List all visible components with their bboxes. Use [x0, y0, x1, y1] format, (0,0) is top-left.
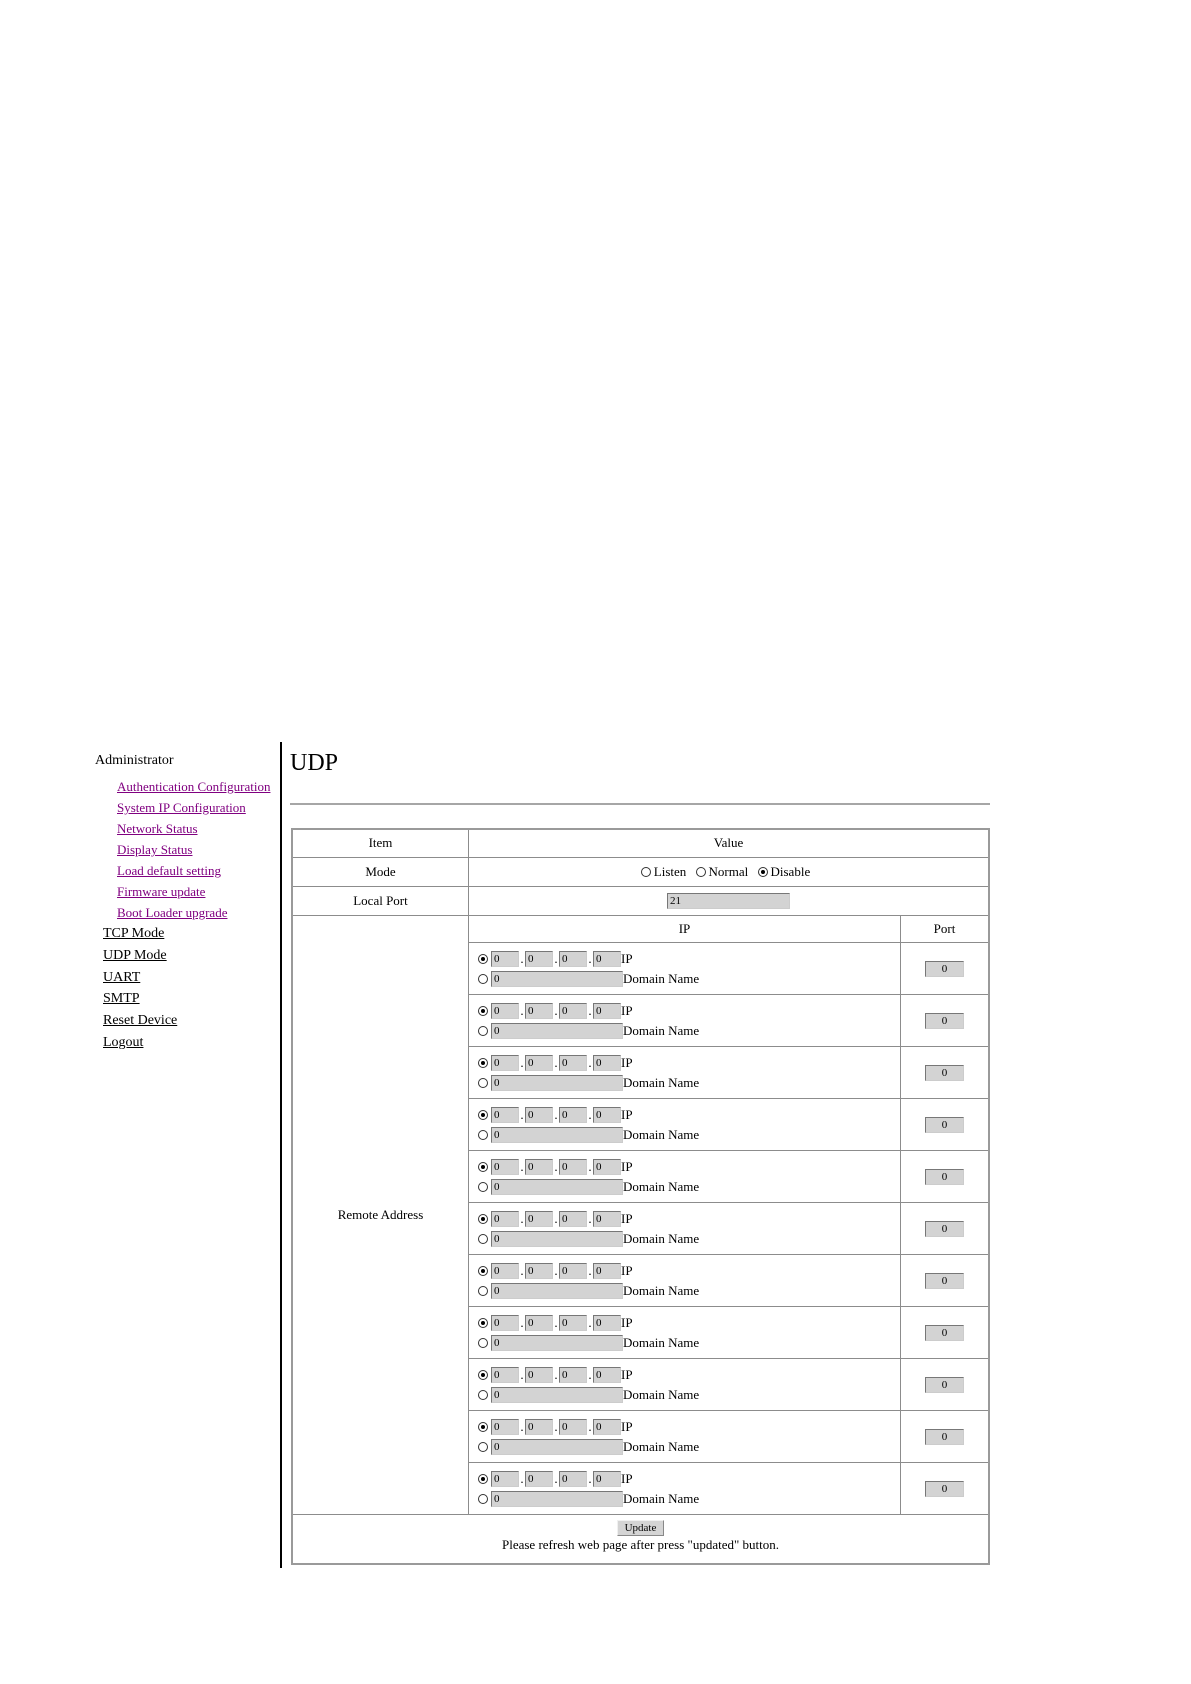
ip-radio[interactable] [478, 1266, 488, 1276]
ip-dot: . [588, 1055, 592, 1071]
remote-port-cell [901, 1098, 990, 1150]
remote-port-input[interactable]: 0 [925, 1273, 964, 1289]
domain-input[interactable]: 0 [491, 1179, 623, 1195]
ip-dot: . [554, 1419, 558, 1435]
domain-input[interactable]: 0 [491, 1283, 623, 1299]
domain-input[interactable]: 0 [491, 1075, 623, 1091]
remote-port-cell [901, 942, 990, 994]
remote-port-input[interactable]: 0 [925, 961, 964, 977]
ip-octet-input[interactable]: 0 [593, 1211, 621, 1227]
domain-label: Domain Name [623, 1439, 700, 1455]
remote-port-cell [901, 1202, 990, 1254]
domain-radio[interactable] [478, 1182, 488, 1192]
ip-octet-input[interactable]: 0 [491, 1419, 519, 1435]
ip-octet-input[interactable]: 0 [593, 1055, 621, 1071]
local-port-cell [469, 886, 990, 915]
remote-header-row [292, 915, 989, 942]
ip-radio[interactable] [478, 1474, 488, 1484]
ip-octet-input[interactable]: 0 [593, 1471, 621, 1487]
refresh-note: Please refresh web page after press "updated" button. [501, 1536, 779, 1552]
local-port-row [292, 886, 989, 915]
remote-ip-cell [469, 1462, 901, 1514]
ip-radio[interactable] [478, 1006, 488, 1016]
domain-label: Domain Name [623, 1387, 700, 1403]
remote-port-input[interactable]: 0 [925, 1325, 964, 1341]
ip-label: IP [621, 1419, 633, 1435]
ip-line [469, 1104, 900, 1124]
link-reset-device[interactable]: Reset Device [103, 1013, 178, 1029]
ip-dot: . [520, 1055, 524, 1071]
table-header-row [292, 829, 989, 857]
domain-label: Domain Name [623, 1491, 700, 1507]
remote-port-cell [901, 1046, 990, 1098]
remote-port-input[interactable]: 0 [925, 1221, 964, 1237]
ip-label: IP [621, 1159, 633, 1175]
domain-input[interactable]: 0 [491, 1023, 623, 1039]
ip-dot: . [588, 1211, 592, 1227]
domain-label: Domain Name [623, 1179, 700, 1195]
remote-ip-cell [469, 942, 901, 994]
ip-dot: . [588, 1315, 592, 1331]
ip-dot: . [554, 1471, 558, 1487]
ip-octet-input[interactable]: 0 [525, 1315, 553, 1331]
remote-ip-cell [469, 1150, 901, 1202]
ip-line [469, 1364, 900, 1384]
ip-dot: . [520, 1419, 524, 1435]
mode-option-listen[interactable] [641, 863, 687, 878]
local-port-input[interactable]: 21 [667, 893, 790, 909]
link-display-status[interactable]: Display Status [117, 842, 193, 857]
page-title: UDP [290, 750, 339, 776]
ip-octet-input[interactable]: 0 [491, 1263, 519, 1279]
udp-settings-table [291, 828, 990, 1565]
ip-octet-input[interactable]: 0 [491, 1315, 519, 1331]
domain-input[interactable]: 0 [491, 1439, 623, 1455]
ip-dot: . [520, 1315, 524, 1331]
domain-radio[interactable] [478, 1390, 488, 1400]
ip-octet-input[interactable]: 0 [559, 1419, 587, 1435]
ip-octet-input[interactable]: 0 [491, 1471, 519, 1487]
normal-radio[interactable] [696, 867, 706, 877]
domain-label: Domain Name [623, 1231, 700, 1247]
remote-port-cell [901, 1358, 990, 1410]
domain-radio[interactable] [478, 1234, 488, 1244]
listen-radio[interactable] [641, 867, 651, 877]
ip-label: IP [621, 1367, 633, 1383]
link-uart[interactable]: UART [103, 969, 141, 985]
header-value: Value [469, 829, 990, 857]
domain-radio[interactable] [478, 1026, 488, 1036]
ip-octet-input[interactable]: 0 [593, 1315, 621, 1331]
sidebar-divider [280, 742, 282, 1568]
remote-port-input[interactable]: 0 [925, 1013, 964, 1029]
ip-octet-input[interactable]: 0 [491, 1055, 519, 1071]
domain-line [469, 1124, 900, 1144]
main-links [103, 925, 275, 1052]
ip-octet-input[interactable]: 0 [559, 1055, 587, 1071]
domain-line [469, 1436, 900, 1456]
remote-ip-cell [469, 1202, 901, 1254]
domain-line [469, 1020, 900, 1040]
domain-label: Domain Name [623, 971, 700, 987]
domain-input[interactable]: 0 [491, 1335, 623, 1351]
ip-dot: . [554, 1211, 558, 1227]
domain-label: Domain Name [623, 1075, 700, 1091]
ip-octet-input[interactable]: 0 [593, 1107, 621, 1123]
ip-dot: . [588, 1159, 592, 1175]
ip-line [469, 1156, 900, 1176]
disable-radio[interactable] [758, 867, 768, 877]
ip-octet-input[interactable]: 0 [559, 1107, 587, 1123]
ip-label: IP [621, 1055, 633, 1071]
ip-label: IP [621, 1107, 633, 1123]
domain-input[interactable]: 0 [491, 1387, 623, 1403]
ip-line [469, 1208, 900, 1228]
domain-input[interactable]: 0 [491, 1231, 623, 1247]
ip-label: IP [621, 951, 633, 967]
domain-radio[interactable] [478, 1338, 488, 1348]
mode-option-normal[interactable] [696, 863, 749, 878]
domain-line [469, 1384, 900, 1404]
ip-dot: . [588, 1367, 592, 1383]
remote-ip-cell [469, 1358, 901, 1410]
ip-label: IP [621, 1003, 633, 1019]
remote-port-input[interactable]: 0 [925, 1429, 964, 1445]
ip-label: IP [621, 1263, 633, 1279]
remote-port-cell [901, 994, 990, 1046]
ip-line [469, 1312, 900, 1332]
ip-octet-input[interactable]: 0 [559, 1263, 587, 1279]
ip-octet-input[interactable]: 0 [559, 1471, 587, 1487]
ip-octet-input[interactable]: 0 [559, 951, 587, 967]
ip-dot: . [554, 1159, 558, 1175]
ip-octet-input[interactable]: 0 [525, 1367, 553, 1383]
ip-line [469, 1468, 900, 1488]
sidebar-title: Administrator [95, 753, 174, 768]
ip-dot: . [554, 951, 558, 967]
sidebar [95, 752, 275, 1056]
ip-octet-input[interactable]: 0 [593, 1159, 621, 1175]
ip-octet-input[interactable]: 0 [593, 1367, 621, 1383]
remote-ip-cell [469, 1098, 901, 1150]
remote-ip-cell [469, 1306, 901, 1358]
ip-dot: . [520, 1367, 524, 1383]
ip-octet-input[interactable]: 0 [491, 1211, 519, 1227]
remote-port-input[interactable]: 0 [925, 1169, 964, 1185]
mode-label: Mode [292, 857, 469, 886]
ip-dot: . [520, 1211, 524, 1227]
remote-port-input[interactable]: 0 [925, 1117, 964, 1133]
ip-octet-input[interactable]: 0 [491, 1367, 519, 1383]
ip-octet-input[interactable]: 0 [491, 951, 519, 967]
ip-dot: . [588, 1419, 592, 1435]
ip-column-header: IP [469, 915, 901, 942]
mode-option-label: Normal [708, 864, 749, 879]
link-system-ip-configuration[interactable]: System IP Configuration [117, 800, 246, 815]
remote-port-cell [901, 1150, 990, 1202]
link-tcp-mode[interactable]: TCP Mode [103, 926, 165, 941]
update-row [292, 1514, 989, 1564]
ip-line [469, 1260, 900, 1280]
title-divider [290, 803, 990, 805]
ip-octet-input[interactable]: 0 [525, 951, 553, 967]
ip-octet-input[interactable]: 0 [593, 1419, 621, 1435]
ip-dot: . [554, 1315, 558, 1331]
link-udp-mode[interactable]: UDP Mode [103, 947, 167, 963]
ip-dot: . [588, 1471, 592, 1487]
ip-dot: . [554, 1055, 558, 1071]
ip-radio[interactable] [478, 1214, 488, 1224]
domain-radio[interactable] [478, 1130, 488, 1140]
remote-ip-cell [469, 1410, 901, 1462]
remote-ip-cell [469, 994, 901, 1046]
ip-radio[interactable] [478, 1058, 488, 1068]
domain-label: Domain Name [623, 1127, 700, 1143]
remote-port-cell [901, 1306, 990, 1358]
ip-octet-input[interactable]: 0 [525, 1159, 553, 1175]
ip-octet-input[interactable]: 0 [559, 1003, 587, 1019]
ip-dot: . [554, 1107, 558, 1123]
ip-radio[interactable] [478, 1162, 488, 1172]
ip-dot: . [520, 1107, 524, 1123]
mode-option-label: Listen [653, 864, 687, 879]
mode-row [292, 857, 989, 886]
ip-radio[interactable] [478, 1318, 488, 1328]
link-load-default-setting[interactable]: Load default setting [117, 863, 221, 878]
domain-radio[interactable] [478, 1286, 488, 1296]
ip-dot: . [588, 951, 592, 967]
ip-dot: . [554, 1003, 558, 1019]
update-cell [292, 1514, 989, 1564]
domain-line [469, 1176, 900, 1196]
domain-radio[interactable] [478, 1494, 488, 1504]
domain-radio[interactable] [478, 974, 488, 984]
ip-radio[interactable] [478, 1110, 488, 1120]
domain-radio[interactable] [478, 1078, 488, 1088]
ip-octet-input[interactable]: 0 [491, 1107, 519, 1123]
remote-ip-cell [469, 1046, 901, 1098]
remote-port-input[interactable]: 0 [925, 1377, 964, 1393]
remote-port-cell [901, 1462, 990, 1514]
ip-dot: . [554, 1263, 558, 1279]
link-firmware-update[interactable]: Firmware update [117, 884, 206, 899]
mode-option-label: Disable [770, 864, 811, 879]
ip-octet-input[interactable]: 0 [525, 1263, 553, 1279]
ip-dot: . [520, 1471, 524, 1487]
local-port-label: Local Port [292, 886, 469, 915]
link-network-status[interactable]: Network Status [117, 821, 198, 836]
ip-octet-input[interactable]: 0 [525, 1107, 553, 1123]
ip-octet-input[interactable]: 0 [559, 1159, 587, 1175]
remote-ip-cell [469, 1254, 901, 1306]
ip-dot: . [520, 1263, 524, 1279]
ip-octet-input[interactable]: 0 [593, 1003, 621, 1019]
remote-port-input[interactable]: 0 [925, 1481, 964, 1497]
ip-label: IP [621, 1211, 633, 1227]
ip-octet-input[interactable]: 0 [491, 1159, 519, 1175]
ip-dot: . [520, 951, 524, 967]
domain-label: Domain Name [623, 1023, 700, 1039]
ip-dot: . [554, 1367, 558, 1383]
ip-octet-input[interactable]: 0 [491, 1003, 519, 1019]
domain-line [469, 968, 900, 988]
ip-radio[interactable] [478, 954, 488, 964]
admin-links [117, 778, 275, 921]
ip-dot: . [588, 1003, 592, 1019]
ip-line [469, 1416, 900, 1436]
domain-line [469, 1072, 900, 1092]
ip-octet-input[interactable]: 0 [559, 1367, 587, 1383]
remote-address-label: Remote Address [292, 915, 469, 1514]
ip-octet-input[interactable]: 0 [525, 1003, 553, 1019]
ip-label: IP [621, 1315, 633, 1331]
ip-octet-input[interactable]: 0 [559, 1315, 587, 1331]
domain-radio[interactable] [478, 1442, 488, 1452]
ip-line [469, 1052, 900, 1072]
ip-dot: . [520, 1159, 524, 1175]
ip-dot: . [588, 1107, 592, 1123]
ip-line [469, 1000, 900, 1020]
domain-line [469, 1332, 900, 1352]
ip-radio[interactable] [478, 1370, 488, 1380]
ip-octet-input[interactable]: 0 [559, 1211, 587, 1227]
header-item: Item [292, 829, 469, 857]
link-smtp[interactable]: SMTP [103, 991, 140, 1007]
domain-input[interactable]: 0 [491, 971, 623, 987]
domain-input[interactable]: 0 [491, 1127, 623, 1143]
domain-line [469, 1280, 900, 1300]
ip-octet-input[interactable]: 0 [593, 951, 621, 967]
link-authentication-configuration[interactable]: Authentication Configuration [117, 779, 271, 794]
remote-port-cell [901, 1254, 990, 1306]
domain-line [469, 1228, 900, 1248]
remote-port-input[interactable]: 0 [925, 1065, 964, 1081]
ip-dot: . [520, 1003, 524, 1019]
link-boot-loader-upgrade[interactable]: Boot Loader upgrade [117, 905, 228, 920]
domain-input[interactable]: 0 [491, 1491, 623, 1507]
remote-port-cell [901, 1410, 990, 1462]
ip-octet-input[interactable]: 0 [525, 1419, 553, 1435]
mode-option-disable[interactable] [758, 863, 811, 878]
ip-dot: . [588, 1263, 592, 1279]
update-button[interactable]: Update [617, 1520, 665, 1536]
domain-label: Domain Name [623, 1283, 700, 1299]
domain-line [469, 1488, 900, 1508]
link-logout[interactable]: Logout [103, 1034, 144, 1050]
ip-octet-input[interactable]: 0 [525, 1471, 553, 1487]
ip-octet-input[interactable]: 0 [593, 1263, 621, 1279]
port-column-header: Port [901, 915, 990, 942]
mode-options [469, 857, 990, 886]
ip-line [469, 948, 900, 968]
ip-label: IP [621, 1471, 633, 1487]
ip-octet-input[interactable]: 0 [525, 1055, 553, 1071]
domain-label: Domain Name [623, 1335, 700, 1351]
ip-radio[interactable] [478, 1422, 488, 1432]
ip-octet-input[interactable]: 0 [525, 1211, 553, 1227]
